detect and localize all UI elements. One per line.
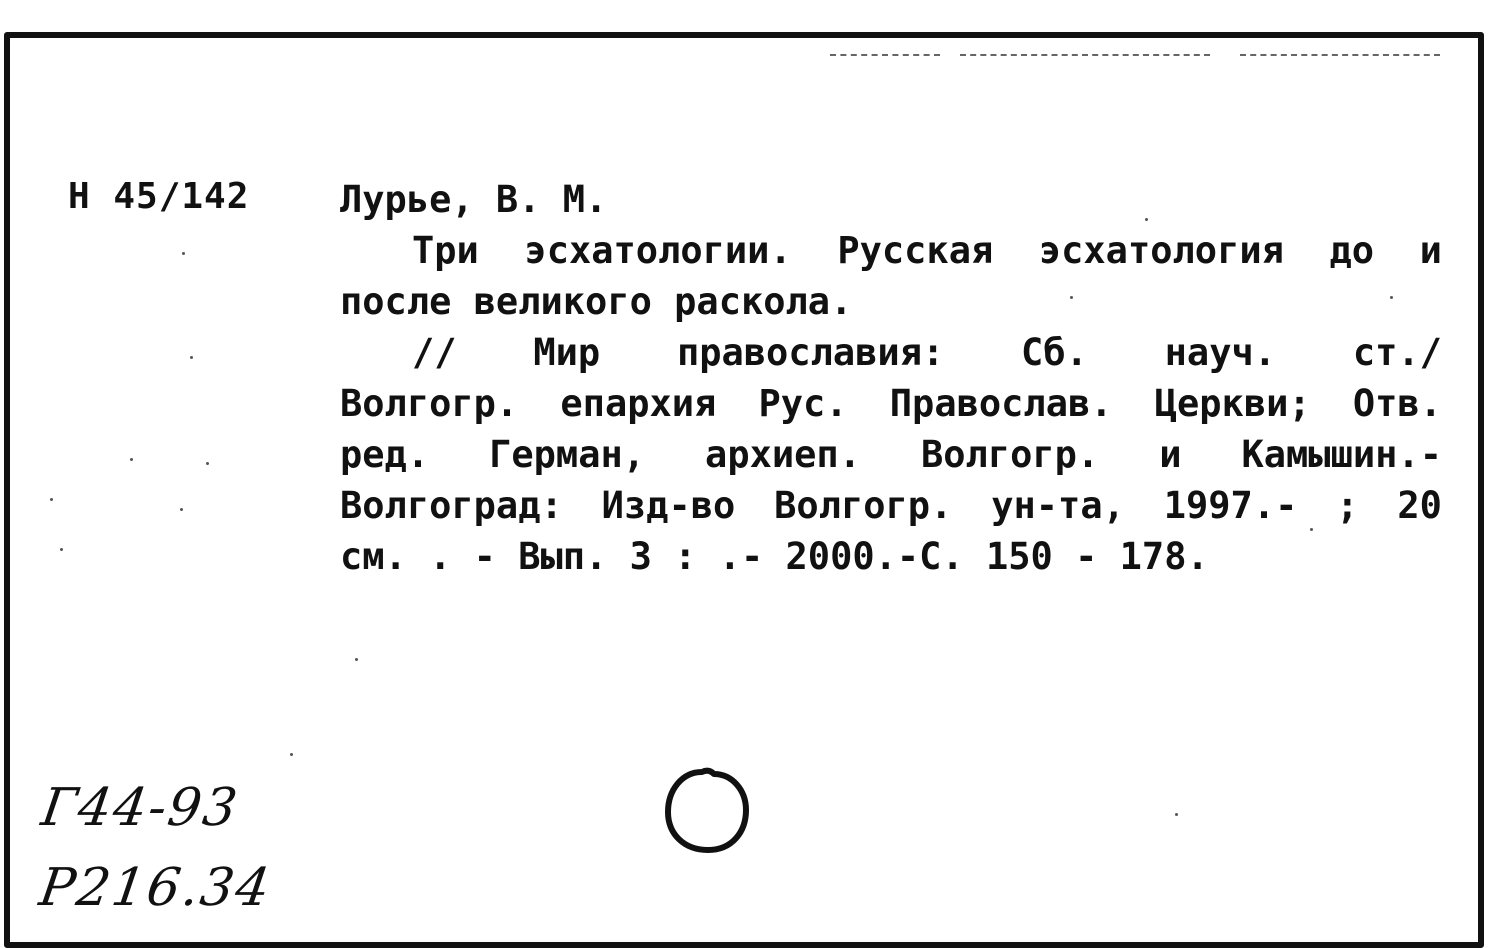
speck xyxy=(50,498,53,501)
word: эсхатология xyxy=(1038,229,1284,272)
speck xyxy=(1070,296,1073,299)
word: Изд-во xyxy=(601,484,736,527)
speck xyxy=(1175,813,1178,816)
word: ред. xyxy=(340,433,430,476)
word: Три xyxy=(412,229,479,272)
word: Волгоград: xyxy=(340,484,563,527)
title-line-1 xyxy=(340,225,1442,276)
speck xyxy=(180,508,183,511)
dashed-mark xyxy=(830,54,940,56)
source-line-4 xyxy=(340,480,1442,531)
word: Мир xyxy=(533,331,601,374)
word: и xyxy=(1419,229,1442,272)
speck xyxy=(206,462,209,465)
circle-stamp-icon xyxy=(662,766,752,856)
word: Церкви; xyxy=(1154,382,1311,425)
handwritten-classification: Р216.34 xyxy=(35,858,276,918)
catalog-card xyxy=(4,32,1484,948)
word: ст./ xyxy=(1352,331,1442,374)
word: ; xyxy=(1336,484,1359,527)
speck xyxy=(60,548,63,551)
word: науч. xyxy=(1164,331,1277,374)
title-line-2: после великого раскола. xyxy=(340,280,853,323)
word: эсхатологии. xyxy=(524,229,792,272)
source-line-2 xyxy=(340,378,1442,429)
shelfmark: Н 45/142 xyxy=(68,176,250,217)
handwritten-call-number: Г44-93 xyxy=(37,778,243,838)
word: Отв. xyxy=(1352,382,1442,425)
word: Волгогр. xyxy=(920,433,1100,476)
author-line: Лурье, В. М. xyxy=(340,178,608,221)
speck xyxy=(1145,218,1148,221)
speck xyxy=(355,658,358,661)
speck xyxy=(182,252,185,255)
word: Камышин.- xyxy=(1241,433,1442,476)
bibliographic-entry xyxy=(340,174,1442,582)
word: и xyxy=(1159,433,1182,476)
word: 1997.- xyxy=(1163,484,1298,527)
speck xyxy=(1390,296,1393,299)
source-line-1 xyxy=(340,327,1442,378)
word: Волгогр. xyxy=(774,484,953,527)
word: // xyxy=(412,331,457,374)
word: архиеп. xyxy=(705,433,861,476)
word: Рус. xyxy=(758,382,848,425)
word: Сб. xyxy=(1021,331,1088,374)
word: епархия xyxy=(560,382,717,425)
speck xyxy=(130,458,133,461)
speck xyxy=(190,356,193,359)
dashed-mark xyxy=(1240,54,1440,56)
word: Русская xyxy=(837,229,994,272)
source-line-3 xyxy=(340,429,1442,480)
word: Волгогр. xyxy=(340,382,519,425)
source-line-5: см. . - Вып. 3 : .- 2000.-С. 150 - 178. xyxy=(340,535,1209,578)
word: ун-та, xyxy=(991,484,1125,527)
speck xyxy=(1310,528,1313,531)
word: 20 xyxy=(1397,484,1442,527)
word: Герман, xyxy=(489,433,646,476)
word: Православ. xyxy=(889,382,1113,425)
dashed-mark xyxy=(960,54,1210,56)
word: до xyxy=(1329,229,1375,272)
speck xyxy=(290,753,293,756)
word: православия: xyxy=(676,331,945,374)
